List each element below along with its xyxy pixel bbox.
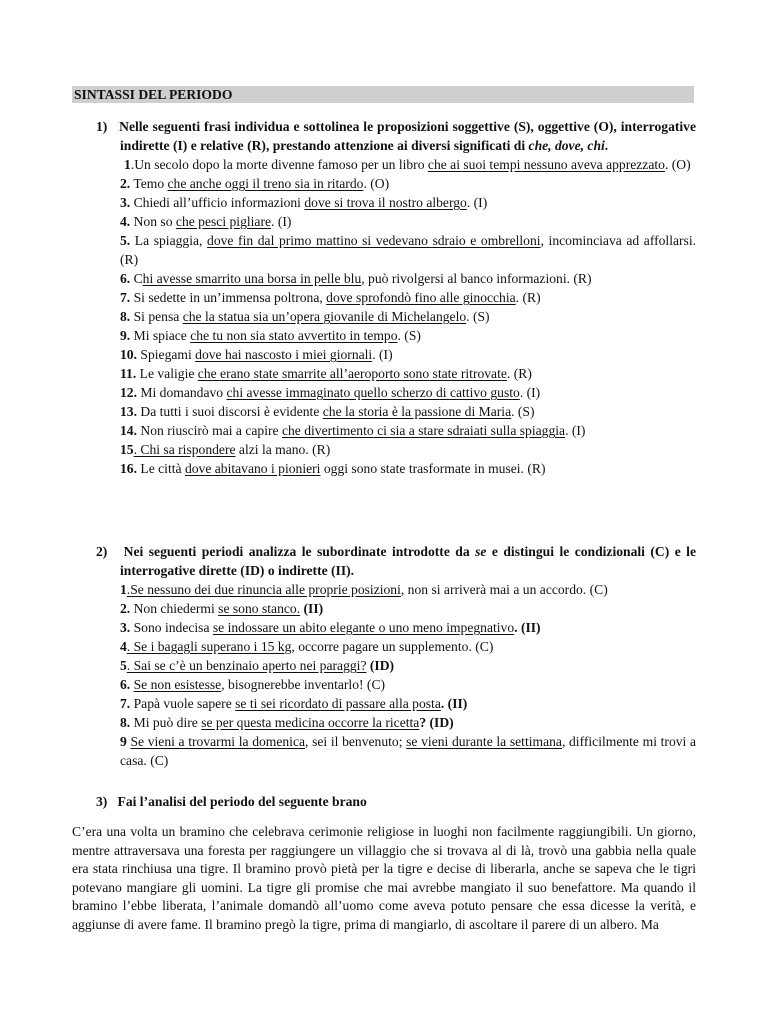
question-number: 3) (96, 794, 108, 809)
question-number: 2) (96, 544, 108, 559)
exercise-item (120, 440, 696, 459)
section-title: SINTASSI DEL PERIODO (74, 87, 233, 102)
item-answer: , occorre pagare un supplemento. (C) (291, 639, 494, 654)
underlined-clause: che ai suoi tempi nessuno aveva apprezzato (427, 157, 665, 172)
exercise-item (120, 269, 696, 288)
item-text: .Un secolo dopo la morte divenne famoso per un libro (130, 157, 428, 172)
item-number: 6. (120, 271, 131, 286)
item-text: Le valigie (136, 366, 198, 381)
item-text: Chiedi all’ufficio informazioni (130, 195, 305, 210)
item-answer: , incominciava ad affollarsi. (R) (120, 233, 697, 267)
exercise-item (120, 364, 696, 383)
question-1 (72, 117, 696, 478)
item-number: 3. (120, 195, 131, 210)
underlined-clause: . Chi sa rispondere (133, 442, 236, 457)
item-answer: . (S) (466, 309, 490, 324)
item-number: 13. (120, 404, 137, 419)
item-answer: . (I) (519, 385, 541, 400)
item-answer: alzi la mano. (R) (235, 442, 331, 457)
item-number: 4. (120, 214, 131, 229)
underlined-clause: hi avesse smarrito una borsa in pelle blu (142, 271, 362, 286)
underlined-clause: dove si trova il nostro albergo (304, 195, 467, 210)
item-number: 4 (120, 639, 127, 654)
item-text: Sono indecisa (130, 620, 213, 635)
item-answer: . (I) (271, 214, 292, 229)
underlined-clause: che divertimento ci sia a stare sdraiati sulla spiaggia (281, 423, 566, 438)
item-answer: . (S) (397, 328, 421, 343)
exercise-item (120, 732, 696, 770)
item-answer: . (R) (506, 366, 532, 381)
exercise-item (120, 421, 696, 440)
item-text: Si pensa (130, 309, 183, 324)
item-text: Papà vuole sapere (130, 696, 236, 711)
underlined-clause: .Se nessuno dei due rinuncia alle proprie posizioni (126, 582, 401, 597)
item-text: Mi spiace (130, 328, 191, 343)
item-text: Mi domandavo (137, 385, 227, 400)
passage: C’era una volta un bramino che celebrava cerimonie religiose in luoghi non facilmente raggiungibili. Un giorno, mentre attraversava una foresta per raggiungere un villaggio che si trovava al di là, trovò una gabbia nella quale era stata rinchiusa una tigre. Il bramino provò pietà per la tigre e decise di liberarla, anche se sapeva che le tigri potevano mangiare gli uomini. La tigre gli promise che mai avrebbe mangiato il suo benefattore. Ma quando il bramino l’ebbe liberata, l’animale domandò all’uomo come aveva potuto pensare che essa dicesse la verità, e aggiunse di avere fame. Il bramino pregò la tigre, prima di mangiarlo, di ascoltare il parere di un albero. Ma (72, 824, 696, 932)
item-text: Non riuscirò mai a capire (137, 423, 282, 438)
item-number: 11. (120, 366, 137, 381)
item-answer: oggi sono state trasformate in musei. (R) (320, 461, 546, 476)
exercise-item (120, 656, 696, 675)
underlined-clause: che anche oggi il treno sia in ritardo (167, 176, 364, 191)
underlined-clause: se ti sei ricordato di passare alla posta (235, 696, 441, 711)
underlined-clause: se sono stanco. (218, 601, 301, 616)
exercise-item (120, 599, 696, 618)
item-number: 6. (120, 677, 131, 692)
item-number: 7. (120, 290, 131, 305)
item-number: 5 (120, 658, 127, 673)
underlined-clause: se per questa medicina occorre la ricetta (201, 715, 420, 730)
exercise-item (120, 694, 696, 713)
item-answer: . (O) (664, 157, 691, 172)
item-number: 15 (120, 442, 134, 457)
underlined-clause: Se non esistesse (133, 677, 222, 692)
question-text: Fai l’analisi del periodo del seguente brano (117, 794, 367, 809)
item-text: Da tutti i suoi discorsi è evidente (137, 404, 323, 419)
exercise-item (120, 383, 696, 402)
exercise-item (120, 713, 696, 732)
exercise-item (120, 345, 696, 364)
exercise-item (120, 193, 696, 212)
item-text: La spiaggia, (130, 233, 208, 248)
item-answer: (ID) (366, 658, 395, 673)
underlined-clause: chi avesse immaginato quello scherzo di cattivo gusto (226, 385, 520, 400)
item-number: 9 (120, 734, 127, 749)
underlined-clause: che pesci pigliare (175, 214, 272, 229)
question-3 (72, 792, 696, 811)
question-3-heading (96, 792, 696, 811)
question-1-items (120, 155, 696, 478)
exercise-item (120, 402, 696, 421)
item-text: Temo (130, 176, 168, 191)
question-italic: se (475, 544, 487, 559)
item-text: Non chiedermi (130, 601, 219, 616)
item-answer: . (I) (565, 423, 586, 438)
item-number: 7. (120, 696, 131, 711)
question-2-items (120, 580, 696, 770)
item-answer: , può rivolgersi al banco informazioni. (R) (361, 271, 592, 286)
item-text: Mi può dire (130, 715, 202, 730)
item-number: 14. (120, 423, 137, 438)
item-number: 12. (120, 385, 137, 400)
item-number: 8. (120, 715, 131, 730)
question-1-heading (96, 117, 696, 155)
exercise-item (120, 580, 696, 599)
item-answer: (II) (300, 601, 324, 616)
item-number: 2. (120, 176, 131, 191)
item-answer: , difficilmente mi trovi a casa. (C) (120, 734, 697, 768)
underlined-clause: dove hai nascosto i miei giornali (195, 347, 373, 362)
section-title-bar (72, 86, 694, 103)
exercise-item (120, 326, 696, 345)
exercise-item (72, 155, 696, 174)
question-2-heading (96, 542, 696, 580)
item-answer: ? (ID) (419, 715, 454, 730)
underlined-clause: che erano state smarrite all’aeroporto sono state ritrovate (197, 366, 507, 381)
item-answer: . (O) (363, 176, 390, 191)
item-number: 1 (120, 582, 127, 597)
exercise-item (120, 231, 696, 269)
underlined-clause: . Se i bagagli superano i 15 kg (126, 639, 292, 654)
exercise-item (120, 288, 696, 307)
item-number: 8. (120, 309, 131, 324)
exercise-item (120, 212, 696, 231)
item-answer: . (II) (514, 620, 541, 635)
exercise-item (120, 618, 696, 637)
item-number: 3. (120, 620, 131, 635)
item-number: 10. (120, 347, 137, 362)
item-answer: . (R) (515, 290, 541, 305)
item-text: C (130, 271, 143, 286)
question-2 (72, 542, 696, 770)
question-italic: che, dove, chi (528, 138, 605, 153)
exercise-item (120, 637, 696, 656)
underlined-clause: che la statua sia un’opera giovanile di Michelangelo (182, 309, 467, 324)
underlined-clause: dove sprofondò fino alle ginocchia (326, 290, 516, 305)
item-number: 1 (124, 157, 131, 172)
item-number: 2. (120, 601, 131, 616)
item-answer: , non si arriverà mai a un accordo. (C) (400, 582, 608, 597)
underlined-clause: che la storia è la passione di Maria (322, 404, 512, 419)
item-text: , sei il benvenuto; (305, 734, 407, 749)
exercise-item (120, 307, 696, 326)
item-answer: . (II) (440, 696, 468, 711)
item-number: 9. (120, 328, 131, 343)
underlined-clause: Se vieni a trovarmi la domenica (130, 734, 306, 749)
item-text: Le città (137, 461, 185, 476)
question-text: Nei seguenti periodi analizza le subordinate introdotte da (123, 544, 470, 559)
item-answer: . (I) (466, 195, 488, 210)
item-text: Spiegami (137, 347, 196, 362)
underlined-clause: . Sai se c’è un benzinaio aperto nei paraggi? (126, 658, 367, 673)
underlined-clause: dove abitavano i pionieri (184, 461, 321, 476)
item-number: 16. (120, 461, 137, 476)
underlined-clause: se indossare un abito elegante o uno meno impegnativo (212, 620, 515, 635)
exercise-item (120, 459, 696, 478)
question-text: Nelle seguenti frasi individua e sottolinea le proposizioni soggettive (S), oggettive (O), interrogative indirette (I) e relative (R), prestando attenzione ai diversi significati di (119, 119, 696, 153)
underlined-clause: dove fin dal primo mattino si vedevano sdraio e ombrelloni (207, 233, 541, 248)
item-answer: . (I) (372, 347, 393, 362)
item-answer: . (S) (511, 404, 535, 419)
question-number: 1) (96, 119, 108, 134)
item-answer: , bisognerebbe inventarlo! (C) (221, 677, 386, 692)
exercise-item (120, 675, 696, 694)
exercise-item (120, 174, 696, 193)
item-number: 5. (120, 233, 131, 248)
underlined-clause: che tu non sia stato avvertito in tempo (190, 328, 398, 343)
underlined-clause: se vieni durante la settimana (406, 734, 562, 749)
question-text-2: e distingui le condizionali (C) e le interrogative dirette (ID) o indirette (II). (120, 544, 696, 578)
item-text: Si sedette in un’immensa poltrona, (130, 290, 327, 305)
item-text: Non so (130, 214, 176, 229)
question-end: . (604, 138, 609, 153)
